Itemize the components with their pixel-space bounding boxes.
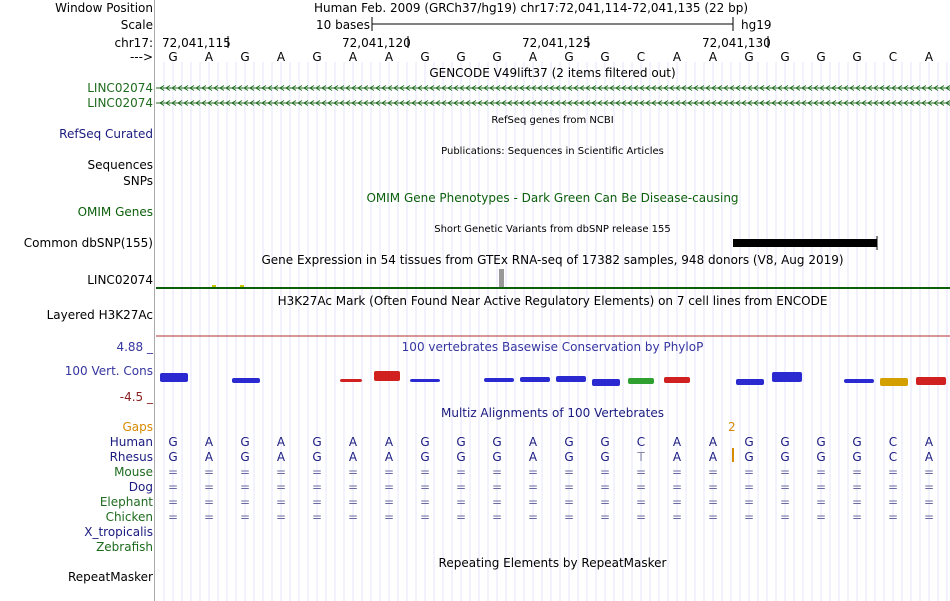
alignment-base: = xyxy=(491,480,503,494)
dbsnp-variant-bar xyxy=(733,239,877,247)
alignment-base: = xyxy=(743,510,755,524)
conservation-glyph xyxy=(880,378,908,386)
alignment-base: G xyxy=(852,435,862,449)
species-label-mouse[interactable]: Mouse xyxy=(114,465,153,479)
alignment-base: = xyxy=(419,465,431,479)
species-label-zebrafish[interactable]: Zebrafish xyxy=(96,540,153,554)
alignment-base: = xyxy=(887,465,899,479)
alignment-base: A xyxy=(708,450,718,464)
alignment-base: = xyxy=(815,480,827,494)
sequence-base: C xyxy=(636,50,646,64)
coord-label: 72,041,120 xyxy=(342,36,411,50)
label-chrom: chr17: xyxy=(114,36,153,50)
alignment-base: = xyxy=(743,465,755,479)
alignment-base: G xyxy=(168,450,178,464)
alignment-base: A xyxy=(276,450,286,464)
alignment-base: = xyxy=(707,480,719,494)
species-label-chicken[interactable]: Chicken xyxy=(105,510,153,524)
alignment-base: = xyxy=(815,465,827,479)
alignment-base: G xyxy=(852,450,862,464)
alignment-base: G xyxy=(240,450,250,464)
sequence-base: A xyxy=(672,50,682,64)
label-repeatmasker[interactable]: RepeatMasker xyxy=(67,570,153,584)
alignment-base: A xyxy=(924,450,934,464)
alignment-base: = xyxy=(455,495,467,509)
alignment-base: = xyxy=(311,510,323,524)
conservation-glyph xyxy=(844,379,874,383)
alignment-base: G xyxy=(564,435,574,449)
alignment-base: A xyxy=(276,435,286,449)
conservation-glyph xyxy=(484,378,514,382)
alignment-base: = xyxy=(419,495,431,509)
alignment-base: = xyxy=(635,510,647,524)
label-scale: Scale xyxy=(120,18,153,32)
gtex-mark xyxy=(240,285,244,287)
alignment-base: G xyxy=(312,435,322,449)
alignment-base: = xyxy=(851,480,863,494)
alignment-base: G xyxy=(240,435,250,449)
sequence-base: C xyxy=(888,50,898,64)
alignment-base: G xyxy=(600,435,610,449)
alignment-base: = xyxy=(275,510,287,524)
conservation-glyph xyxy=(628,378,654,384)
alignment-base: = xyxy=(563,465,575,479)
alignment-base: A xyxy=(528,450,538,464)
alignment-base: = xyxy=(239,480,251,494)
species-label-human[interactable]: Human xyxy=(109,435,153,449)
refseq-track-title[interactable]: RefSeq genes from NCBI xyxy=(491,115,614,126)
label-sequences[interactable]: Sequences xyxy=(87,158,153,172)
sequence-base: A xyxy=(348,50,358,64)
alignment-base: = xyxy=(779,480,791,494)
coord-label: 72,041,130 xyxy=(702,36,771,50)
alignment-base: G xyxy=(492,435,502,449)
alignment-base: G xyxy=(780,450,790,464)
alignment-base: = xyxy=(743,495,755,509)
alignment-base: = xyxy=(275,495,287,509)
label-cons-max: 4.88 _ xyxy=(116,340,153,354)
alignment-base: G xyxy=(168,435,178,449)
alignment-base: = xyxy=(455,465,467,479)
multiz-track-title[interactable]: Multiz Alignments of 100 Vertebrates xyxy=(440,406,665,420)
gap-count-label: 2 xyxy=(728,420,736,434)
conservation-glyph xyxy=(916,377,946,385)
alignment-base: = xyxy=(347,480,359,494)
sequence-base: A xyxy=(708,50,718,64)
alignment-base: = xyxy=(383,510,395,524)
label-100-vert-cons[interactable]: 100 Vert. Cons xyxy=(64,364,153,378)
sequence-base: G xyxy=(744,50,754,64)
alignment-base: = xyxy=(275,465,287,479)
alignment-base: = xyxy=(563,480,575,494)
alignment-base: = xyxy=(383,495,395,509)
alignment-base: = xyxy=(923,465,935,479)
label-strand-arrow: ---> xyxy=(129,50,153,64)
alignment-base: = xyxy=(707,510,719,524)
coord-label: 72,041,115 xyxy=(162,36,231,50)
sequence-base: A xyxy=(924,50,934,64)
sequence-base: A xyxy=(204,50,214,64)
alignment-base: = xyxy=(347,465,359,479)
conservation-glyph xyxy=(556,376,586,382)
alignment-base: G xyxy=(744,450,754,464)
alignment-base: = xyxy=(311,495,323,509)
alignment-base: = xyxy=(527,495,539,509)
conservation-glyph xyxy=(160,373,188,382)
label-snps[interactable]: SNPs xyxy=(123,174,153,188)
label-common-dbsnp[interactable]: Common dbSNP(155) xyxy=(23,236,153,250)
label-layered-h3k27ac[interactable]: Layered H3K27Ac xyxy=(46,308,153,322)
alignment-base: G xyxy=(420,450,430,464)
alignment-base: = xyxy=(887,510,899,524)
conservation-glyph xyxy=(232,378,260,383)
sequence-base: G xyxy=(168,50,178,64)
alignment-base: A xyxy=(528,435,538,449)
scale-text: 10 bases xyxy=(316,18,370,32)
alignment-base: = xyxy=(815,510,827,524)
sequence-base: G xyxy=(492,50,502,64)
repeatmasker-track-title[interactable]: Repeating Elements by RepeatMasker xyxy=(438,556,667,570)
conservation-glyph xyxy=(772,372,802,382)
phylop-track-title[interactable]: 100 vertebrates Basewise Conservation by PhyloP xyxy=(401,340,704,354)
gtex-track-title[interactable]: Gene Expression in 54 tissues from GTEx RNA-seq of 17382 samples, 948 donors (V8, Aug 2019) xyxy=(261,253,844,267)
alignment-base: G xyxy=(816,435,826,449)
sequence-base: G xyxy=(816,50,826,64)
alignment-base: = xyxy=(671,465,683,479)
gencode-track-title[interactable]: GENCODE V49lift37 (2 items filtered out) xyxy=(429,66,676,80)
alignment-base: = xyxy=(167,465,179,479)
species-label-x_tropicalis[interactable]: X_tropicalis xyxy=(84,525,153,539)
alignment-base: = xyxy=(311,465,323,479)
sequence-base: G xyxy=(420,50,430,64)
alignment-base: G xyxy=(600,450,610,464)
alignment-base: = xyxy=(239,465,251,479)
species-label-rhesus[interactable]: Rhesus xyxy=(109,450,153,464)
alignment-base: = xyxy=(887,480,899,494)
conservation-glyph xyxy=(410,379,440,382)
conservation-glyph xyxy=(374,371,400,381)
alignment-base: T xyxy=(637,450,645,464)
sequence-base: G xyxy=(564,50,574,64)
sequence-base: G xyxy=(240,50,250,64)
alignment-base: = xyxy=(383,480,395,494)
conservation-glyph xyxy=(664,377,690,383)
alignment-base: A xyxy=(384,450,394,464)
position-text: Human Feb. 2009 (GRCh37/hg19) chr17:72,041,114-72,041,135 (22 bp) xyxy=(314,1,749,15)
sequence-base: A xyxy=(384,50,394,64)
alignment-base: A xyxy=(348,435,358,449)
alignment-base: = xyxy=(167,480,179,494)
alignment-base: = xyxy=(455,480,467,494)
alignment-base: = xyxy=(599,510,611,524)
alignment-base: = xyxy=(743,480,755,494)
alignment-base: = xyxy=(923,510,935,524)
alignment-base: A xyxy=(348,450,358,464)
alignment-base: A xyxy=(204,435,214,449)
dbsnp-track-title[interactable]: Short Genetic Variants from dbSNP release 155 xyxy=(434,224,671,235)
species-label-dog[interactable]: Dog xyxy=(128,480,153,494)
alignment-base: G xyxy=(456,435,466,449)
alignment-base: = xyxy=(527,480,539,494)
alignment-base: = xyxy=(563,495,575,509)
alignment-base: = xyxy=(851,465,863,479)
sequence-base: G xyxy=(456,50,466,64)
label-linc02074-gtex[interactable]: LINC02074 xyxy=(87,273,153,287)
alignment-base: = xyxy=(203,465,215,479)
alignment-base: = xyxy=(491,465,503,479)
alignment-base: = xyxy=(671,510,683,524)
alignment-base: = xyxy=(167,510,179,524)
label-window-position: Window Position xyxy=(55,1,153,15)
alignment-base: = xyxy=(923,480,935,494)
alignment-base: = xyxy=(239,495,251,509)
alignment-base: C xyxy=(888,450,898,464)
alignment-base: = xyxy=(491,495,503,509)
alignment-base: = xyxy=(599,465,611,479)
alignment-base: = xyxy=(815,495,827,509)
conservation-glyph xyxy=(736,379,764,385)
alignment-base: C xyxy=(636,435,646,449)
alignment-base: = xyxy=(203,495,215,509)
species-label-elephant[interactable]: Elephant xyxy=(99,495,153,509)
alignment-base: = xyxy=(275,480,287,494)
alignment-base: = xyxy=(527,510,539,524)
alignment-base: A xyxy=(708,435,718,449)
coord-label: 72,041,125 xyxy=(522,36,591,50)
label-cons-min: -4.5 _ xyxy=(119,390,153,404)
conservation-glyph xyxy=(592,379,620,386)
alignment-base: = xyxy=(527,465,539,479)
alignment-base: G xyxy=(312,450,322,464)
conservation-glyph xyxy=(520,377,550,382)
alignment-base: = xyxy=(455,510,467,524)
alignment-base: A xyxy=(384,435,394,449)
alignment-base: = xyxy=(635,480,647,494)
alignment-base: = xyxy=(779,465,791,479)
alignment-base: G xyxy=(420,435,430,449)
alignment-base: = xyxy=(851,495,863,509)
alignment-base: A xyxy=(672,435,682,449)
alignment-base: = xyxy=(563,510,575,524)
alignment-base: = xyxy=(923,495,935,509)
alignment-base: = xyxy=(383,465,395,479)
label-gaps: Gaps xyxy=(122,420,153,434)
sequence-base: G xyxy=(312,50,322,64)
alignment-base: = xyxy=(419,510,431,524)
label-omim-genes[interactable]: OMIM Genes xyxy=(77,205,153,219)
alignment-base: = xyxy=(671,480,683,494)
alignment-base: = xyxy=(779,495,791,509)
publications-track-title[interactable]: Publications: Sequences in Scientific Articles xyxy=(441,146,664,157)
alignment-base: A xyxy=(924,435,934,449)
alignment-base: = xyxy=(635,495,647,509)
label-linc02074-1[interactable]: LINC02074 xyxy=(87,81,153,95)
alignment-base: G xyxy=(456,450,466,464)
alignment-base: C xyxy=(888,435,898,449)
alignment-base: = xyxy=(203,510,215,524)
alignment-base: = xyxy=(491,510,503,524)
alignment-base: = xyxy=(887,495,899,509)
sequence-base: A xyxy=(528,50,538,64)
alignment-base: = xyxy=(167,495,179,509)
alignment-base: G xyxy=(492,450,502,464)
gtex-mark xyxy=(212,285,216,287)
conservation-glyph xyxy=(340,379,362,382)
label-refseq-curated[interactable]: RefSeq Curated xyxy=(59,127,153,141)
alignment-base: = xyxy=(347,510,359,524)
sequence-base: G xyxy=(600,50,610,64)
alignment-base: G xyxy=(780,435,790,449)
sequence-base: A xyxy=(276,50,286,64)
alignment-base: = xyxy=(707,465,719,479)
alignment-base: = xyxy=(239,510,251,524)
alignment-base: G xyxy=(816,450,826,464)
alignment-base: G xyxy=(744,435,754,449)
alignment-base: = xyxy=(851,510,863,524)
h3k27ac-track-title[interactable]: H3K27Ac Mark (Often Found Near Active Regulatory Elements) on 7 cell lines from ENCODE xyxy=(277,294,828,308)
alignment-base: = xyxy=(599,495,611,509)
alignment-base: = xyxy=(707,495,719,509)
alignment-base: A xyxy=(672,450,682,464)
omim-track-title[interactable]: OMIM Gene Phenotypes - Dark Green Can Be Disease-causing xyxy=(366,191,739,205)
alignment-base: = xyxy=(203,480,215,494)
assembly-text: hg19 xyxy=(741,18,772,32)
alignment-base: = xyxy=(347,495,359,509)
gtex-bar xyxy=(499,269,504,288)
alignment-base: = xyxy=(599,480,611,494)
sequence-base: G xyxy=(780,50,790,64)
label-linc02074-2[interactable]: LINC02074 xyxy=(87,96,153,110)
alignment-base: = xyxy=(671,495,683,509)
alignment-base: = xyxy=(779,510,791,524)
alignment-base: = xyxy=(635,465,647,479)
alignment-base: = xyxy=(419,480,431,494)
alignment-base: G xyxy=(564,450,574,464)
sequence-base: G xyxy=(852,50,862,64)
alignment-base: A xyxy=(204,450,214,464)
alignment-base: = xyxy=(311,480,323,494)
